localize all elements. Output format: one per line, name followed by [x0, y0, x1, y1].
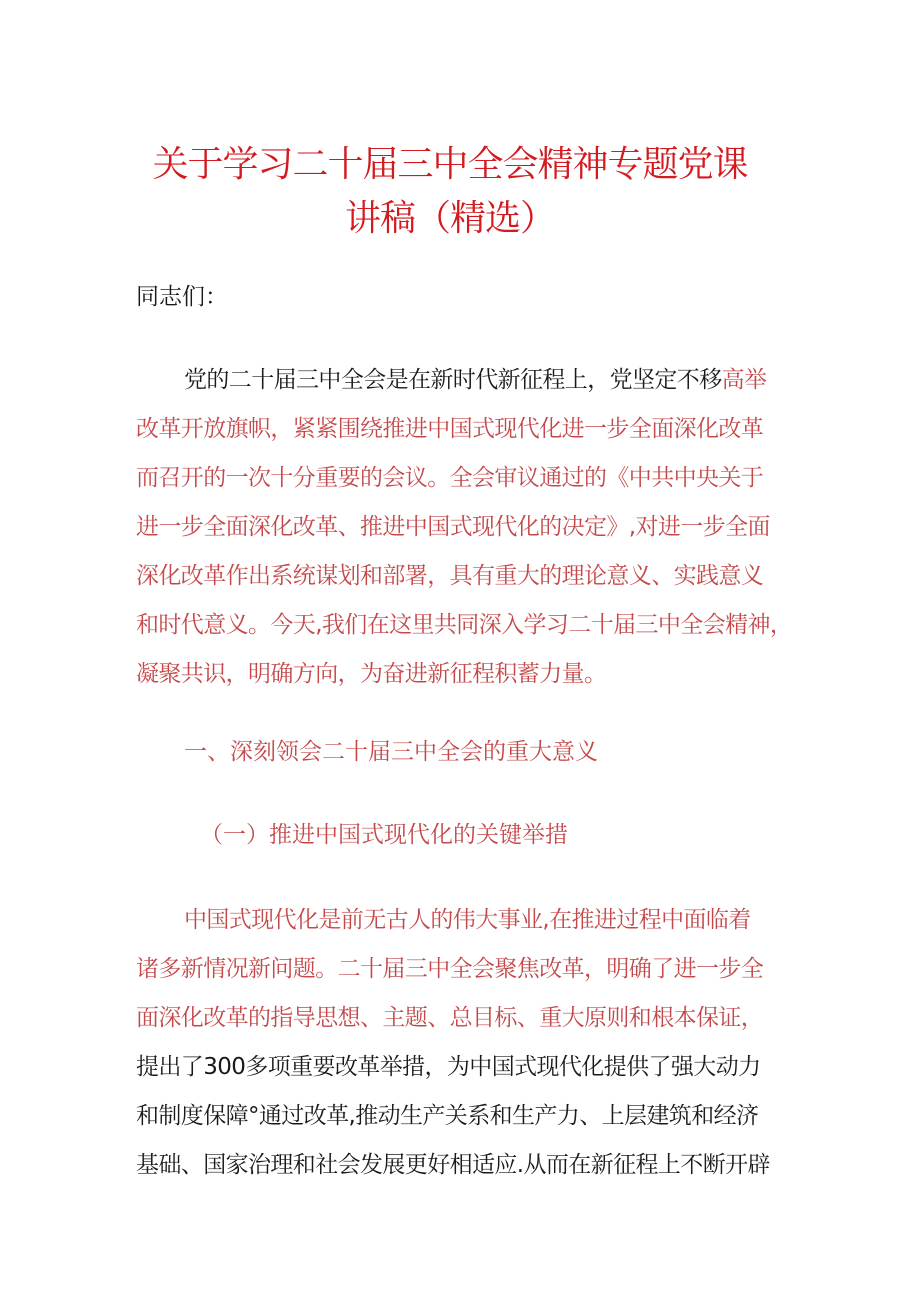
- paragraph-line: 和制度保障°通过改革,推动生产关系和生产力、上层建筑和经济: [136, 1103, 759, 1129]
- paragraph-body: [136, 896, 786, 1190]
- paragraph-line: 深化改革作出系统谋划和部署，具有重大的理论意义、实践意义: [136, 563, 764, 589]
- text-segment: 高举: [721, 367, 767, 393]
- paragraph-line: 而召开的一次十分重要的会议。全会审议通过的《中共中央关于: [136, 465, 764, 491]
- document-title: [120, 138, 780, 246]
- salutation: 同志们：: [136, 284, 228, 310]
- paragraph-line: 凝聚共识，明确方向，为奋进新征程积蓄力量。: [136, 661, 607, 687]
- paragraph-line: 进一步全面深化改革、推进中国式现代化的决定》,对进一步全面: [136, 514, 770, 540]
- paragraph-line: 改革开放旗帜，紧紧围绕推进中国式现代化进一步全面深化改革: [136, 416, 764, 442]
- title-line-1: 关于学习二十届三中全会精神专题党课: [152, 144, 748, 185]
- paragraph-line: 和时代意义。今天,我们在这里共同深入学习二十届三中全会精神，: [136, 612, 793, 638]
- paragraph-line: 面深化改革的指导思想、主题、总目标、重大原则和根本保证，: [136, 1005, 764, 1031]
- paragraph-line: 提出了300多项重要改革举措，为中国式现代化提供了强大动力: [136, 1054, 761, 1080]
- paragraph-line: 基础、国家治理和社会发展更好相适应.从而在新征程上不断开辟: [136, 1152, 770, 1178]
- paragraph-line: 中国式现代化是前无古人的伟大事业,在推进过程中面临着: [184, 907, 751, 933]
- text-segment: 党的二十届三中全会是在新时代新征程上，党坚定不移: [184, 367, 722, 393]
- paragraph-line: 诸多新情况新问题。二十届三中全会聚焦改革，明确了进一步全: [136, 956, 764, 982]
- paragraph-line: [136, 356, 786, 405]
- section-heading: 一、深刻领会二十届三中全会的重大意义: [184, 739, 598, 765]
- subsection-heading: （一）推进中国式现代化的关键举措: [200, 822, 568, 848]
- title-line-2: 讲稿（精选）: [344, 198, 555, 239]
- paragraph-intro: [136, 356, 793, 699]
